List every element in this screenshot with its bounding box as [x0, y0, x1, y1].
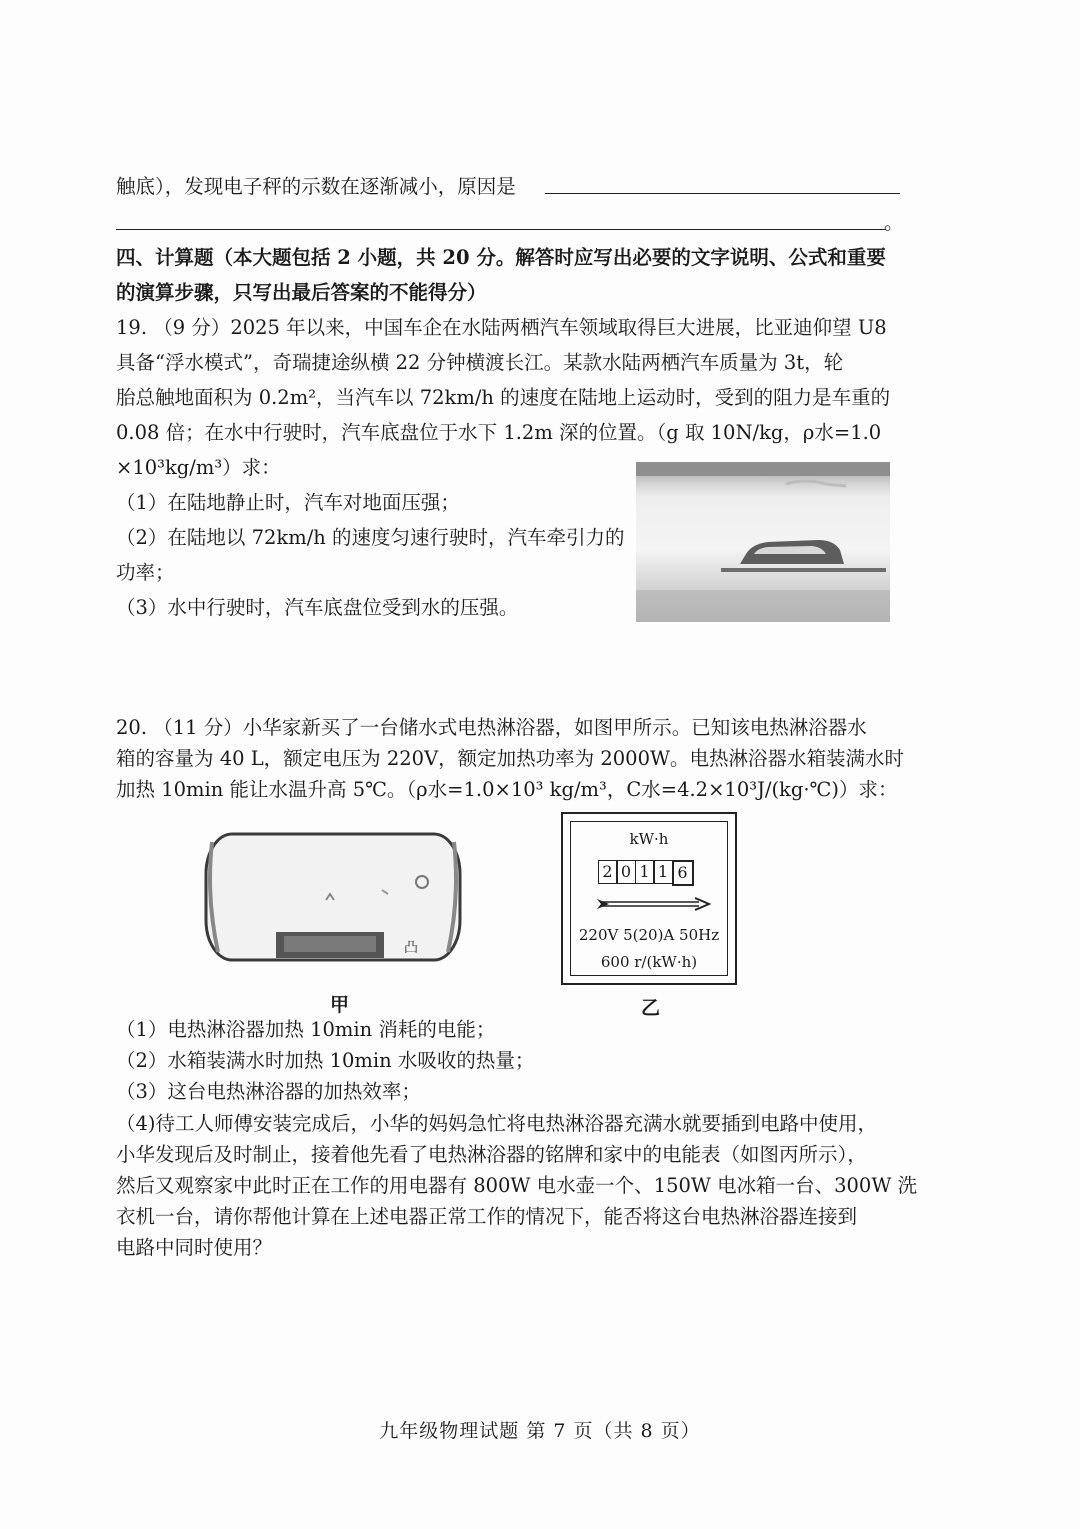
q20-subquestion-3: （3）这台电热淋浴器的加热效率； — [116, 1080, 421, 1103]
q20-subquestion-4: （4)待工人师傅安装完成后，小华的妈妈急忙将电热淋浴器充满水就要插到电路中使用， — [116, 1112, 878, 1135]
svg-text:凸: 凸 — [404, 940, 418, 956]
section-heading: 四、计算题（本大题包括 2 小题，共 20 分。解答时应写出必要的文字说明、公式和重要 — [116, 246, 886, 269]
rotating-disc-arrow-icon — [595, 896, 713, 912]
q19-subquestion-1: （1）在陆地静止时，汽车对地面压强； — [116, 491, 460, 514]
meter-digits — [599, 860, 694, 886]
answer-blank-1[interactable] — [545, 193, 900, 194]
meter-spec-constant: 600 r/(kW·h) — [600, 953, 698, 971]
figure-caption-a: 甲 — [330, 994, 350, 1016]
meter-digit: 1 — [653, 860, 673, 884]
answer-blank-2[interactable] — [116, 229, 886, 230]
q20-subquestion-4-cont: 衣机一台，请你帮他计算在上述电器正常工作的情况下，能否将这台电热淋浴器连接到 — [116, 1205, 858, 1228]
q19-subquestion-3: （3）水中行驶时，汽车底盘位受到水的压强。 — [116, 596, 519, 619]
q20-subquestion-2: （2）水箱装满水时加热 10min 水吸收的热量； — [116, 1049, 535, 1072]
meter-digit: 2 — [598, 860, 618, 884]
q19-subquestion-2-cont: 功率； — [116, 561, 175, 584]
amphibious-car-photo — [636, 462, 890, 622]
meter-panel — [570, 821, 728, 976]
q19-subquestion-2: （2）在陆地以 72km/h 的速度匀速行驶时，汽车牵引力的 — [116, 526, 625, 549]
q19-line: ×10³kg/m³）求： — [116, 456, 281, 479]
meter-unit: kW·h — [629, 830, 669, 848]
figure-caption-b: 乙 — [641, 997, 661, 1019]
period-mark: 。 — [884, 211, 904, 234]
meter-spec-rating: 220V 5(20)A 50Hz — [578, 926, 720, 944]
q19-line: 具备“浮水模式”，奇瑞捷途纵横 22 分钟横渡长江。某款水陆两栖汽车质量为 3t，轮 — [116, 351, 844, 374]
electric-meter — [561, 812, 737, 985]
water-heater-photo — [204, 832, 462, 962]
continuation-line: 触底），发现电子秤的示数在逐渐减小，原因是 — [116, 175, 516, 198]
q20-subquestion-4-cont: 然后又观察家中此时正在工作的用电器有 800W 电水壶一个、150W 电冰箱一台、300W 洗 — [116, 1174, 918, 1197]
meter-digit: 0 — [616, 860, 636, 884]
section-heading-cont: 的演算步骤，只写出最后答案的不能得分） — [116, 281, 487, 304]
q20-line: 加热 10min 能让水温升高 5℃。（ρ水=1.0×10³ kg/m³，C水=4.2×10³J/(kg·℃)）求： — [116, 778, 898, 801]
q19-line: 19. （9 分）2025 年以来，中国车企在水陆两栖汽车领域取得巨大进展，比亚迪仰望 U8 — [116, 316, 887, 339]
meter-digit: 6 — [672, 860, 694, 886]
q20-line: 20. （11 分）小华家新买了一台储水式电热淋浴器，如图甲所示。已知该电热淋浴器水 — [116, 716, 867, 739]
q20-subquestion-1: （1）电热淋浴器加热 10min 消耗的电能； — [116, 1018, 496, 1041]
q20-line: 箱的容量为 40 L，额定电压为 220V，额定加热功率为 2000W。电热淋浴器水箱装满水时 — [116, 747, 905, 770]
q20-subquestion-4-cont: 小华发现后及时制止，接着他先看了电热淋浴器的铭牌和家中的电能表（如图丙所示）， — [116, 1143, 867, 1166]
meter-digit: 1 — [635, 860, 655, 884]
q19-line: 胎总触地面积为 0.2m²，当汽车以 72km/h 的速度在陆地上运动时，受到的阻力是车重的 — [116, 386, 891, 409]
page-footer: 九年级物理试题 第 7 页（共 8 页） — [379, 1420, 701, 1442]
q20-subquestion-4-cont: 电路中同时使用？ — [116, 1236, 273, 1259]
q19-line: 0.08 倍；在水中行驶时，汽车底盘位于水下 1.2m 深的位置。（g 取 10N/kg，ρ水=1.0 — [116, 421, 882, 444]
